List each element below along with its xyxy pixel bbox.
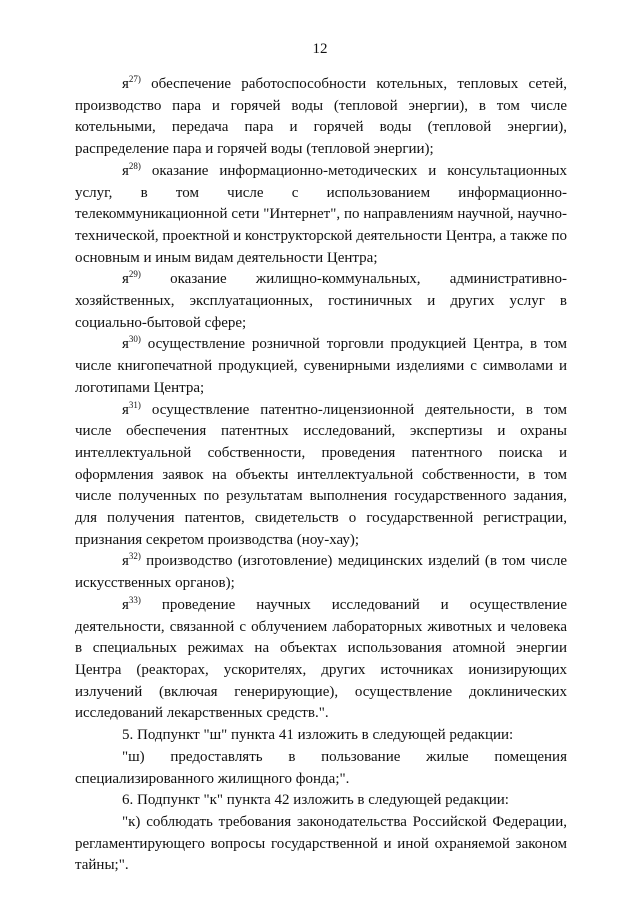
paragraph-item-6: 6. Подпункт "к" пункта 42 изложить в следующей редакции: (122, 792, 509, 809)
paragraph-sh-quote: "ш) предоставлять в пользование жилые помещения специализированного жилищного фонда;". (75, 748, 567, 787)
paragraph-k-quote: "к) соблюдать требования законодательства Российской Федерации, регламентирующего вопросы государственной и иной охраняемой законом тайны;". (75, 813, 567, 874)
superscript-index: 32) (128, 551, 141, 562)
paragraph-ya33: $я^{33)}$ проведение научных исследований и осуществление деятельности, связанной с облучением лабораторных животных и человека в специальных режимах на объектах использования атомной энергии Центра (реакторах, ускорителях, других источниках ионизирующих излучений (включая генерирующие), осуществление доклинических исследований лекарственных средств.". (75, 594, 567, 722)
paragraph-ya28: $я^{28)}$ оказание информационно-методических и консультационных услуг, в том числе с использованием информационно-телекоммуникационной сети "Интернет", по направлениям научной, научно-технической, проектной и конструкторской деятельности Центра, а также по основным и иным видам деятельности Центра; (75, 160, 567, 266)
paragraph-ya29: $я^{29)}$ оказание жилищно-коммунальных, административно-хозяйственных, эксплуатационных, гостиничных и других услуг в социально-бытовой сфере; (75, 269, 567, 331)
superscript-index: 33) (128, 594, 141, 605)
paragraph-ya27: $я^{27)}$ обеспечение работоспособности котельных, тепловых сетей, производство пара и горячей воды (тепловой энергии), в том числе котельными, передача пара и горячей воды (тепловой энергии), распределение пара и горячей воды (тепловой энергии); (75, 74, 567, 158)
superscript-index: 29) (128, 269, 141, 280)
superscript-index: 28) (128, 160, 141, 171)
paragraph-item-5: 5. Подпункт "ш" пункта 41 изложить в следующей редакции: (122, 727, 514, 744)
paragraph-ya30: $я^{30)}$ осуществление розничной торговли продукцией Центра, в том числе книгопечатной продукцией, сувенирными изделиями с символами и логотипами Центра; (75, 334, 567, 396)
superscript-index: 31) (128, 399, 141, 410)
page-number: 12 (312, 41, 328, 57)
superscript-index: 27) (128, 74, 141, 84)
paragraph-ya32: $я^{32)}$ производство (изготовление) медицинских изделий (в том числе искусственных органов); (75, 551, 567, 592)
paragraph-ya31: $я^{31)}$ осуществление патентно-лицензионной деятельности, в том числе обеспечения патентных исследований, экспертизы и охраны интеллектуальной собственности, проведения патентного поиска и оформления заявок на объекты интеллектуальной собственности, в том числе полученных по результатам выполнения государственного задания, для получения патентов, свидетельств о государственной регистрации, признания секретом производства (ноу-хау); (75, 399, 567, 548)
document-body (75, 74, 567, 877)
superscript-index: 30) (128, 334, 141, 345)
